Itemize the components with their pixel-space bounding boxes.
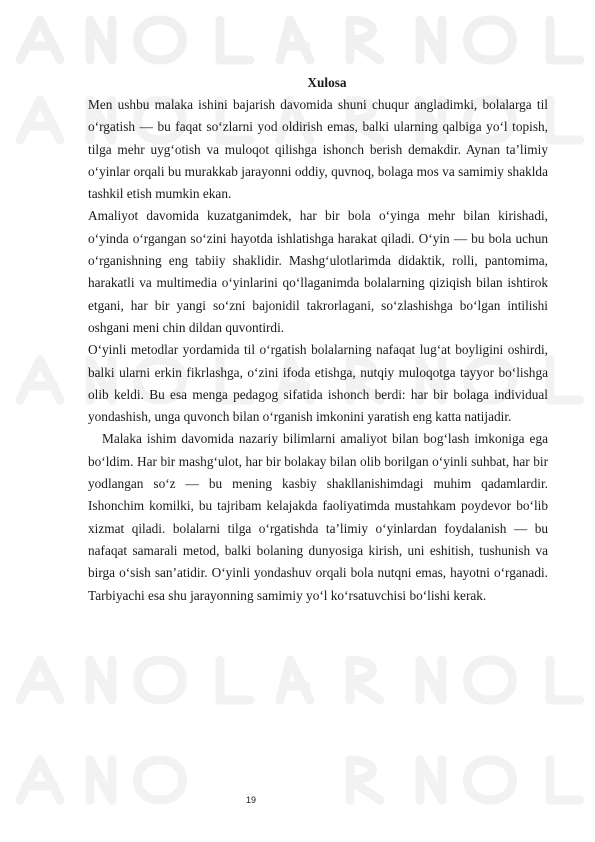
paragraph-2: Amaliyot davomida kuzatganimdek, har bir bola o‘yinga mehr bilan kirishadi, o‘yinda o‘rgangan so‘zini hayotda ishlatishga harakat qiladi. O‘yin — bu bola uchun o‘rganishning eng tabiiy shaklidir. Mashg‘ulotlarimda didaktik, rolli, pantomima, harakatli va multimedia o‘yinlarini qo‘llaganimda bolalarning qiziqish bilan ishtirok etgani, har bir yangi so‘zni bajonidil takrorlagani, so‘zlashishga bo‘lgan intilishi oshgani meni chin dildan quvontirdi.	[88, 208, 548, 335]
document-body	[88, 72, 548, 607]
section-title: Xulosa	[307, 75, 347, 90]
paragraph-4: Malaka ishim davomida nazariy bilimlarni amaliyot bilan bog‘lash imkoniga ega bo‘ldim. Har bir mashg‘ulot, har bir bolakay bilan olib borilgan o‘yinli suhbat, har bir yodlangan so‘z — bu mening kasbiy shakllanishimdagi muhim qadamlardir. Ishonchim komilki, bu tajribam kelajakda faoliyatimda mustahkam poydevor bo‘lib xizmat qiladi. bolalarni tilga o‘rgatishda ta’limiy o‘yinlardan foydalanish — bu nafaqat samarali metod, balki bolaning dunyosiga kirish, uni eshitish, tushunish va birga o‘sish san’atidir. O‘yinli yondashuv orqali bola nutqni emas, hayotni o‘rganadi. Tarbiyachi esa shu jarayonning samimiy yo‘l ko‘rsatuvchisi bo‘lishi kerak.	[88, 431, 548, 603]
paragraph-3: O‘yinli metodlar yordamida til o‘rgatish bolalarning nafaqat lug‘at boyligini oshirdi, balki ularni erkin fikrlashga, o‘zini ifoda etishga, nutqiy muloqotga tayyor bo‘lishga olib keldi. Bu esa menga pedagog sifatida ishonch berdi: har bir bolaga individual yondashish, unga quvonch bilan o‘rganish imkonini yaratish eng katta natijadir.	[88, 342, 548, 425]
paragraph-1: Men ushbu malaka ishini bajarish davomida shuni chuqur angladimki, bolalarga til o‘rgatish — bu faqat so‘zlarni yod oldirish emas, balki ularning qalbiga yo‘l topish, tilga mehr uyg‘otish va muloqot qilishga ishonch berish demakdir. Aynan ta’limiy o‘yinlar orqali bu murakkab jarayonni oddiy, quvnoq, bolaga mos va samimiy shaklda tashkil etish mumkin ekan.	[88, 97, 548, 202]
page-number: 19	[246, 795, 257, 805]
